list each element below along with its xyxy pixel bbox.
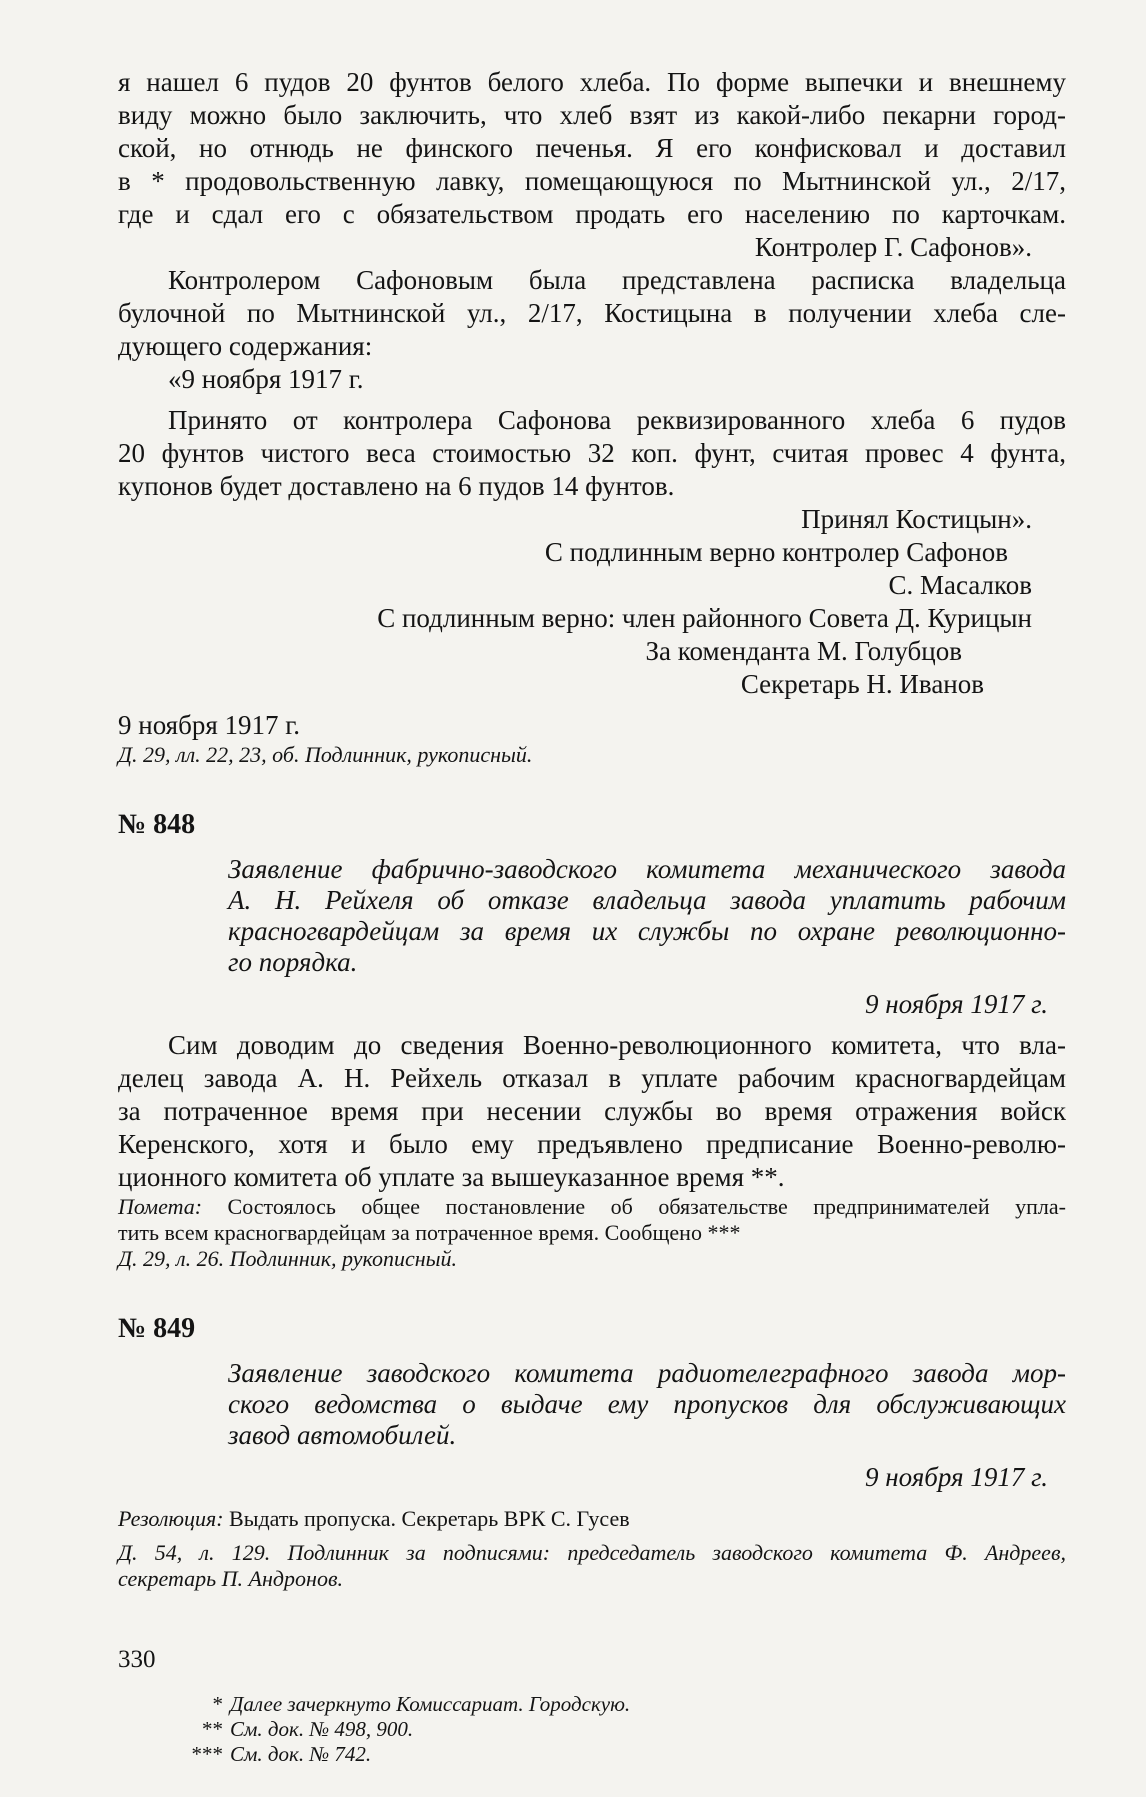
certify-line: С подлинным верно контролер Сафонов [544,537,1008,567]
resolution-line [118,1506,1066,1532]
certify-line: За коменданта М. Голубцов [645,636,962,666]
archive-source: Д. 29, лл. 22, 23, об. Подлинник, рукописный. [118,742,533,767]
signature-line: Контролер Г. Сафонов». [754,232,1032,262]
page-number: 330 [118,1646,156,1673]
text-line: где и сдал его с обязательством продать его населению по карточкам. [118,199,1066,229]
text-line: за потраченное время при несении службы во время отражения войск [118,1096,1066,1126]
document-title [118,854,1066,978]
footnote-mark: *** [190,1742,222,1766]
title-line: А. Н. Рейхеля об отказе владельца завода уплатить рабочим [228,885,1066,915]
text-line: дующего содержания: [118,331,373,361]
text-line: виду можно было заключить, что хлеб взят из какой-либо пекарни город- [118,100,1066,130]
text-line: купонов будет доставлено на 6 пудов 14 фунтов. [118,471,675,501]
text-line: Сим доводим до сведения Военно-революционного комитета, что вла- [168,1030,1066,1060]
footnote-text: См. док. № 742. [230,1742,372,1766]
archive-source: Д. 29, л. 26. Подлинник, рукописный. [118,1246,458,1271]
certify-line: Секретарь Н. Иванов [740,669,984,699]
title-line: Заявление заводского комитета радиотелеграфного завода мор- [228,1358,1066,1388]
archive-source: Д. 54, л. 129. Подлинник за подписями: председатель заводского комитета Ф. Андреев, [118,1540,1066,1565]
footnote-text: Далее зачеркнуто Комиссариат. Городскую. [230,1692,631,1716]
document-number: № 849 [118,1313,196,1344]
footnote [118,1692,1066,1717]
note-line: тить всем красногвардейцам за потраченное время. Сообщено *** [118,1220,741,1245]
footnote [118,1742,1066,1767]
receipt-date: «9 ноября 1917 г. [168,364,364,394]
text-line: 20 фунтов чистого веса стоимостью 32 коп. фунт, считая провес 4 фунта, [118,438,1066,468]
document-849 [118,1312,1066,1592]
footnote-mark: ** [201,1717,222,1741]
resolution-label: Резолюция: [118,1506,224,1531]
resolution-text: Выдать пропуска. Секретарь ВРК С. Гусев [229,1506,630,1531]
note-label: Помета: [118,1194,203,1219]
text-line: в * продовольственную лавку, помещающуюся по Мытнинской ул., 2/17, [118,166,1066,196]
text-line: делец завода А. Н. Рейхель отказал в уплате рабочим красногвардейцам [118,1063,1066,1093]
title-line: Заявление фабрично-заводского комитета механического завода [228,854,1066,884]
text-line: Принято от контролера Сафонова реквизированного хлеба 6 пудов [168,405,1066,435]
document-date: 9 ноября 1917 г. [864,989,1048,1019]
page-content [118,66,1066,1767]
accepted-signature: Принял Костицын». [801,504,1032,534]
footnote-mark: * [211,1692,222,1716]
text-line: ционного комитета об уплате за вышеуказанное время **. [118,1162,785,1192]
certify-line: С. Масалков [888,570,1032,600]
document-848 [118,808,1066,1272]
text-line: я нашел 6 пудов 20 фунтов белого хлеба. По форме выпечки и внешнему [118,67,1066,97]
text-line: Контролером Сафоновым была представлена расписка владельца [168,265,1066,295]
title-line: го порядка. [228,947,358,977]
note-text: Состоялось общее постановление об обязательстве предпринимателей упла- [227,1194,1067,1219]
footnote [118,1717,1066,1742]
text-line: булочной по Мытнинской ул., 2/17, Костицына в получении хлеба сле- [118,298,1066,328]
document-number: № 848 [118,809,196,840]
footnotes [118,1692,1066,1767]
archive-source: секретарь П. Андронов. [118,1566,344,1591]
footnote-text: См. док. № 498, 900. [230,1717,414,1741]
document-body [118,1029,1066,1194]
certify-line: С подлинным верно: член районного Совета Д. Курицын [377,603,1032,633]
title-line: ского ведомства о выдаче ему пропусков для обслуживающих [228,1389,1066,1419]
title-line: красногвардейцам за время их службы по охране революционно- [228,916,1066,946]
document-date: 9 ноября 1917 г. [118,710,301,740]
title-line: завод автомобилей. [228,1420,457,1450]
note-line [118,1194,1066,1220]
continuation-block [118,66,1066,768]
document-title [118,1358,1066,1451]
text-line: Керенского, хотя и было ему предъявлено предписание Военно-револю- [118,1129,1066,1159]
document-date: 9 ноября 1917 г. [864,1462,1048,1492]
text-line: ской, но отнюдь не финского печенья. Я его конфисковал и доставил [118,133,1066,163]
